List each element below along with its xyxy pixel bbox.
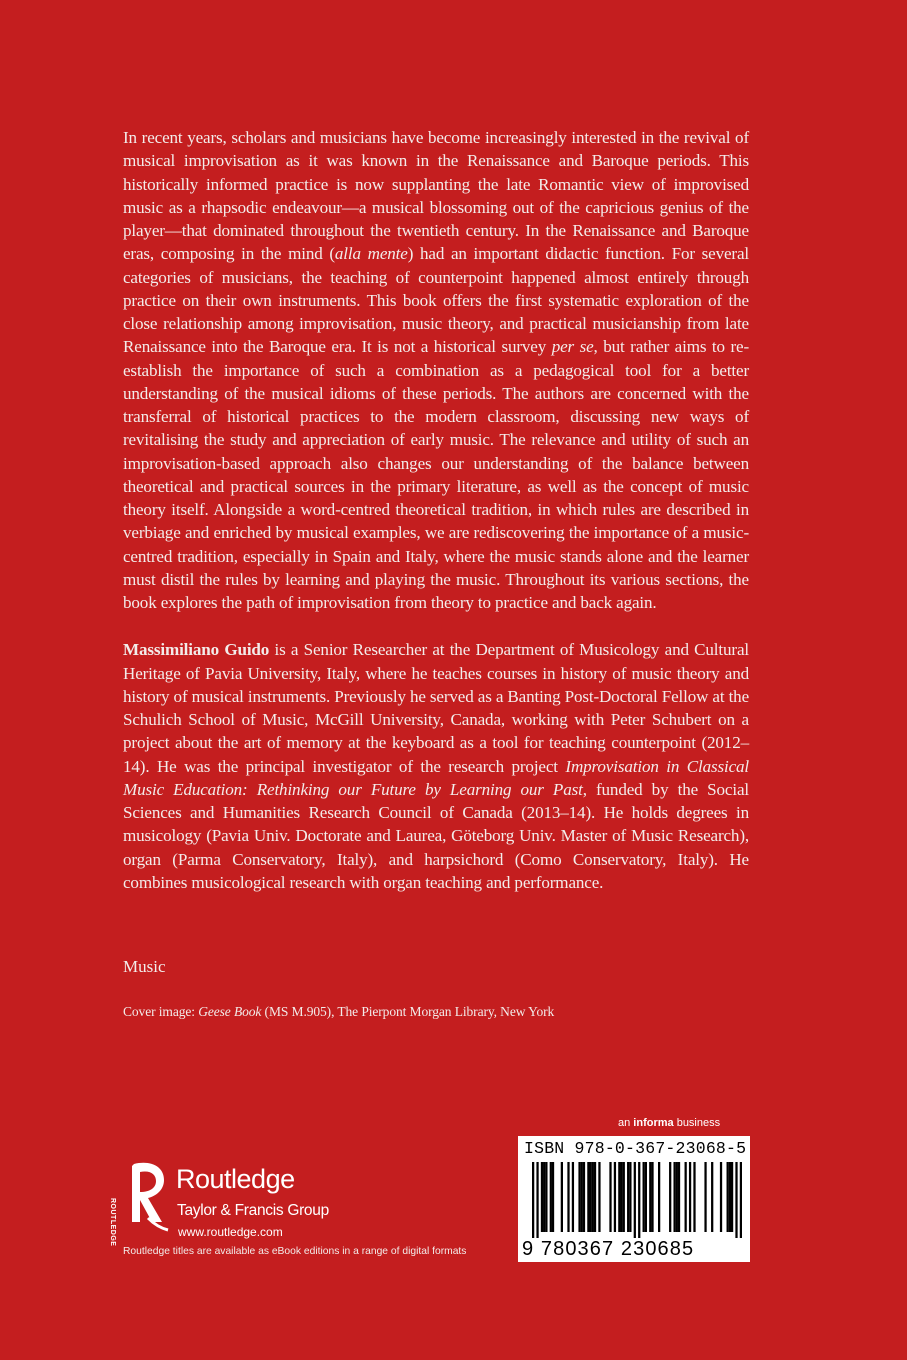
barcode-bar — [693, 1162, 695, 1232]
isbn-barcode — [518, 1136, 750, 1262]
barcode-bar — [583, 1162, 585, 1232]
barcode-bar — [545, 1162, 547, 1232]
barcode-bar — [731, 1162, 733, 1232]
barcode-bar — [572, 1162, 574, 1232]
description-text: , but rather aims to re-establish the importance of such a combination as a pedagogical tool for a better understanding of the musical idioms of these periods. The authors are concerned with the transferral of historical practices to the modern classroom, discussing new ways of revitalising the study and appreciation of early music. The relevance and utility of such an improvisation-based approach also changes our understanding of the balance between theoretical and practical sources in the primary literature, as well as the concept of music theory itself. Alongside a word-centred theoretical tradition, in which rules are described in verbiage and enriched by musical examples, we are rediscovering the importance of a music-centred tradition, especially in Spain and Italy, where the music stands alone and the learner must distil the rules by learning and playing the music. Throughout its various sections, the book explores the path of improvisation from theory to practice and back again. — [123, 337, 750, 612]
barcode-bar — [638, 1162, 640, 1238]
barcode-bar — [689, 1162, 691, 1232]
barcode-bar — [735, 1162, 737, 1238]
barcode-bar — [552, 1162, 554, 1232]
barcode-bar — [589, 1162, 591, 1232]
barcode-bar — [618, 1162, 620, 1232]
barcode-bar — [536, 1162, 538, 1238]
barcode-bar — [643, 1162, 645, 1232]
description-text: In recent years, scholars and musicians have become increasingly interested in the revival of musical improvisation as it was known in the Renaissance and Baroque periods. This historically informed practice is now supplanting the late Romantic view of improvised music as a rhapsodic endeavour—a musical blossoming out of the capricious genius of the player—that dominated throughout the twentieth century. In the Renaissance and Baroque eras, composing in the mind ( — [123, 128, 749, 264]
author-bio — [123, 638, 749, 894]
barcode-bar — [685, 1162, 687, 1232]
routledge-vertical-text: ROUTLEDGE — [109, 1198, 116, 1247]
description-italic-term: alla mente — [334, 244, 408, 264]
barcode-bar — [578, 1162, 580, 1232]
barcode-bar — [587, 1162, 589, 1232]
text-column — [123, 126, 749, 894]
cover-credit — [123, 1004, 554, 1020]
barcode-digits: 9 780367 230685 — [522, 1238, 695, 1260]
isbn-label: ISBN 978-0-367-23068-5 — [524, 1139, 747, 1158]
barcode-bar — [594, 1162, 596, 1232]
credit-title: Geese Book — [198, 1004, 262, 1019]
barcode-bar — [651, 1162, 653, 1232]
bio-text: , funded by the Social Sciences and Humanities Research Council of Canada (2013–14). He holds degrees in musicology (Pavia Univ. Doctorate and Laurea, Göteborg Univ. Master of Music Research), organ (Parma Conservatory, Italy), and harpsichord (Como Conservatory, Italy). He combines musicological research with organ teaching and performance. — [123, 779, 749, 892]
informa-business-tag — [618, 1117, 720, 1129]
project-title: Improvisation in Classical Music Education: Rethinking our Future by Learning our Past — [123, 756, 749, 799]
barcode-bar — [532, 1162, 534, 1238]
barcode-bar — [669, 1162, 671, 1232]
subject-category: Music — [123, 957, 166, 976]
barcode-bar — [620, 1162, 622, 1232]
author-name: Massimiliano Guido — [123, 640, 270, 660]
barcode-bar — [609, 1162, 611, 1232]
informa-suffix: business — [673, 1117, 721, 1129]
barcode-bar — [629, 1162, 631, 1232]
informa-brand: informa — [633, 1117, 674, 1129]
barcode-bar — [645, 1162, 647, 1232]
barcode-bar — [678, 1162, 680, 1232]
barcode-bar — [729, 1162, 731, 1232]
publisher-group: Taylor & Francis Group — [177, 1202, 329, 1219]
barcode-bar — [623, 1162, 625, 1232]
barcode-bar — [543, 1162, 545, 1232]
barcode-bar — [581, 1162, 583, 1232]
credit-rest: (MS M.905), The Pierpont Morgan Library, New York — [261, 1004, 555, 1019]
credit-prefix: Cover image: — [123, 1004, 199, 1019]
description-text: ) had an important didactic function. For several categories of musicians, the teaching of counterpoint happened almost entirely through practice on their own instruments. This book offers the first systematic exploration of the close relationship among improvisation, music theory, and practical musicianship from late Renaissance into the Baroque era. It is not a historical survey — [123, 244, 750, 357]
barcode-bars — [532, 1162, 742, 1238]
barcode-bar — [592, 1162, 594, 1232]
description-italic-term: per se — [551, 337, 594, 357]
barcode-bar — [727, 1162, 729, 1232]
publisher-url: www.routledge.com — [178, 1225, 283, 1239]
ebook-note: Routledge titles are available as eBook editions in a range of digital formats — [123, 1246, 467, 1257]
barcode-bar — [649, 1162, 651, 1232]
barcode-bar — [541, 1162, 543, 1232]
barcode-bar — [550, 1162, 552, 1232]
barcode-bar — [676, 1162, 678, 1232]
barcode-bar — [720, 1162, 722, 1232]
barcode-bar — [567, 1162, 569, 1232]
barcode-bar — [658, 1162, 660, 1232]
barcode-bar — [634, 1162, 636, 1238]
barcode-bar — [704, 1162, 706, 1232]
publisher-name: Routledge — [176, 1164, 295, 1194]
routledge-logo — [109, 1158, 380, 1247]
barcode-bar — [673, 1162, 675, 1232]
book-description — [123, 126, 749, 614]
bio-text: is a Senior Researcher at the Department of Musicology and Cultural Heritage of Pavia University, Italy, where he teaches courses in history of music theory and history of musical instruments. Previously he served as a Banting Post-Doctoral Fellow at the Schulich School of Music, McGill University, Canada, working with Peter Schubert on a project about the art of memory at the keyboard as a tool for teaching counterpoint (2012–14). He was the principal investigator of the research project — [123, 640, 750, 776]
barcode-bar — [740, 1162, 742, 1238]
barcode-bar — [614, 1162, 616, 1232]
barcode-bar — [711, 1162, 713, 1232]
barcode-bar — [561, 1162, 563, 1232]
routledge-r-icon — [120, 1158, 170, 1240]
barcode-bar — [598, 1162, 600, 1232]
barcode-bar — [627, 1162, 629, 1232]
informa-prefix: an — [618, 1117, 634, 1129]
